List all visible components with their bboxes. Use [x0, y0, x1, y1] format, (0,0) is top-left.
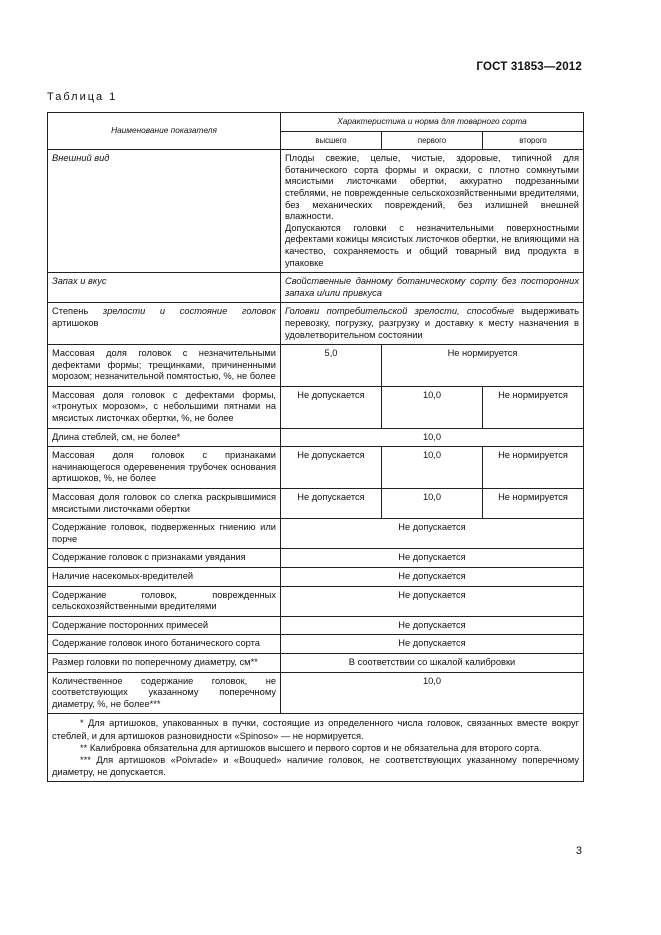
value-second: Не нормируется	[483, 489, 584, 519]
table-row	[48, 635, 584, 654]
table-row	[48, 150, 584, 273]
row-value-appearance	[281, 150, 584, 273]
value-first: 10,0	[382, 447, 483, 489]
maturity-name-italic: зрелости и состояние головок	[102, 306, 276, 317]
table-header-row	[48, 113, 584, 132]
table-caption: Таблица 1	[47, 91, 118, 103]
document-id: ГОСТ 31853—2012	[476, 61, 582, 73]
header-grade-group: Характеристика и норма для товарного сорта	[281, 113, 584, 132]
table-row	[48, 303, 584, 345]
value-premium: Не допускается	[281, 447, 382, 489]
maturity-value-italic: Головки потребительской зрелости, способные	[285, 306, 514, 317]
row-value-nonconforming-diameter: 10,0	[281, 672, 584, 714]
row-name-nonconforming-diameter: Количественное содержание головок, не соответствующих указанному поперечному диаметру, %, не более***	[48, 672, 281, 714]
appearance-paragraph-2: Допускаются головки с незначительными поверхностными дефектами кожицы мясистых листочков обертки, не влияющими на качество, сохраняемость и общий товарный вид продукта в упаковке	[285, 222, 579, 268]
footnote-2: ** Калибровка обязательна для артишоков высшего и первого сортов и не обязательна для второго сорта.	[80, 742, 542, 753]
row-name-wilting: Содержание головок с признаками увядания	[48, 549, 281, 568]
table-row	[48, 519, 584, 549]
row-value-diameter: В соответствии со шкалой калибровки	[281, 653, 584, 672]
header-grade-second: второго	[483, 131, 584, 150]
footnote-1: * Для артишоков, упакованных в пучки, состоящие из определенного числа головок, связанных вместе вокруг стеблей, и для артишоков разновидности «Spinoso» — не нормируется.	[52, 718, 579, 741]
row-name-other-variety: Содержание головок иного ботанического сорта	[48, 635, 281, 654]
row-name-frost-defects: Массовая доля головок с дефектами формы, «тронутых морозом», с небольшими пятнами на мясистых листочках обертки, %, не более	[48, 386, 281, 428]
value-first-second: Не нормируется	[382, 345, 584, 387]
row-value-other-variety: Не допускается	[281, 635, 584, 654]
header-grade-premium: высшего	[281, 131, 382, 150]
row-name-smell-taste: Запах и вкус	[48, 273, 281, 303]
page-number: 3	[575, 845, 582, 857]
table-row	[48, 568, 584, 587]
table-row	[48, 345, 584, 387]
table-row	[48, 653, 584, 672]
row-name-rot: Содержание головок, подверженных гниению или порче	[48, 519, 281, 549]
table-row	[48, 428, 584, 447]
header-indicator-name: Наименование показателя	[48, 113, 281, 150]
value-first: 10,0	[382, 386, 483, 428]
row-name-impurities: Содержание посторонних примесей	[48, 616, 281, 635]
row-name-pests: Наличие насекомых-вредителей	[48, 568, 281, 587]
value-premium: Не допускается	[281, 386, 382, 428]
row-value-impurities: Не допускается	[281, 616, 584, 635]
table-row	[48, 549, 584, 568]
table-row	[48, 489, 584, 519]
row-value-pests: Не допускается	[281, 568, 584, 587]
row-value-wilting: Не допускается	[281, 549, 584, 568]
table-footnotes	[48, 714, 584, 782]
row-name-pest-damage: Содержание головок, поврежденных сельскохозяйственными вредителями	[48, 586, 281, 616]
row-value-smell-taste: Свойственные данному ботаническому сорту без посторонних запаха и/или привкуса	[281, 273, 584, 303]
value-second: Не нормируется	[483, 386, 584, 428]
table-row	[48, 672, 584, 714]
row-name-minor-defects: Массовая доля головок с незначительными дефектами формы; трещинками, причиненными морозом; незначительной помятостью, %, не более	[48, 345, 281, 387]
table-row	[48, 386, 584, 428]
table-row	[48, 447, 584, 489]
table-notes-row	[48, 714, 584, 782]
maturity-name-part: артишоков	[52, 317, 99, 328]
table-row	[48, 586, 584, 616]
table-row	[48, 273, 584, 303]
appearance-paragraph-1: Плоды свежие, целые, чистые, здоровые, типичной для ботанического сорта формы и окраски, с плотно сомкнутыми мясистыми листочками обертки, аккуратно подрезанными стеблями, не поврежденные сельскохозяйственными вредителями, без механических повреждений, без излишней внешней влажности.	[285, 153, 579, 222]
row-name-stem-length: Длина стеблей, см, не более*	[48, 428, 281, 447]
value-first: 10,0	[382, 489, 483, 519]
row-name-appearance: Внешний вид	[48, 150, 281, 273]
maturity-name-part: Степень	[52, 306, 103, 317]
row-value-maturity	[281, 303, 584, 345]
row-value-pest-damage: Не допускается	[281, 586, 584, 616]
maturity-value-part: выдерживать перевозку, погрузку, разгрузку и доставку к месту назначения в удовлетворительном состоянии	[285, 306, 579, 340]
value-second: Не нормируется	[483, 447, 584, 489]
value-premium: 5,0	[281, 345, 382, 387]
row-value-rot: Не допускается	[281, 519, 584, 549]
row-value-stem-length: 10,0	[281, 428, 584, 447]
requirements-table	[47, 112, 584, 782]
value-premium: Не допускается	[281, 489, 382, 519]
header-grade-first: первого	[382, 131, 483, 150]
row-name-lignification: Массовая доля головок с признаками начинающегося одеревенения трубочек основания артишоков, %, не более	[48, 447, 281, 489]
row-name-opened-leaves: Массовая доля головок со слегка раскрывшимися мясистыми листочками обертки	[48, 489, 281, 519]
row-name-diameter: Размер головки по поперечному диаметру, см**	[48, 653, 281, 672]
footnote-3: *** Для артишоков «Poivrade» и «Bouqued» наличие головок, не соответствующих указанному поперечному диаметру, не допускается.	[52, 754, 579, 778]
table-row	[48, 616, 584, 635]
row-name-maturity	[48, 303, 281, 345]
